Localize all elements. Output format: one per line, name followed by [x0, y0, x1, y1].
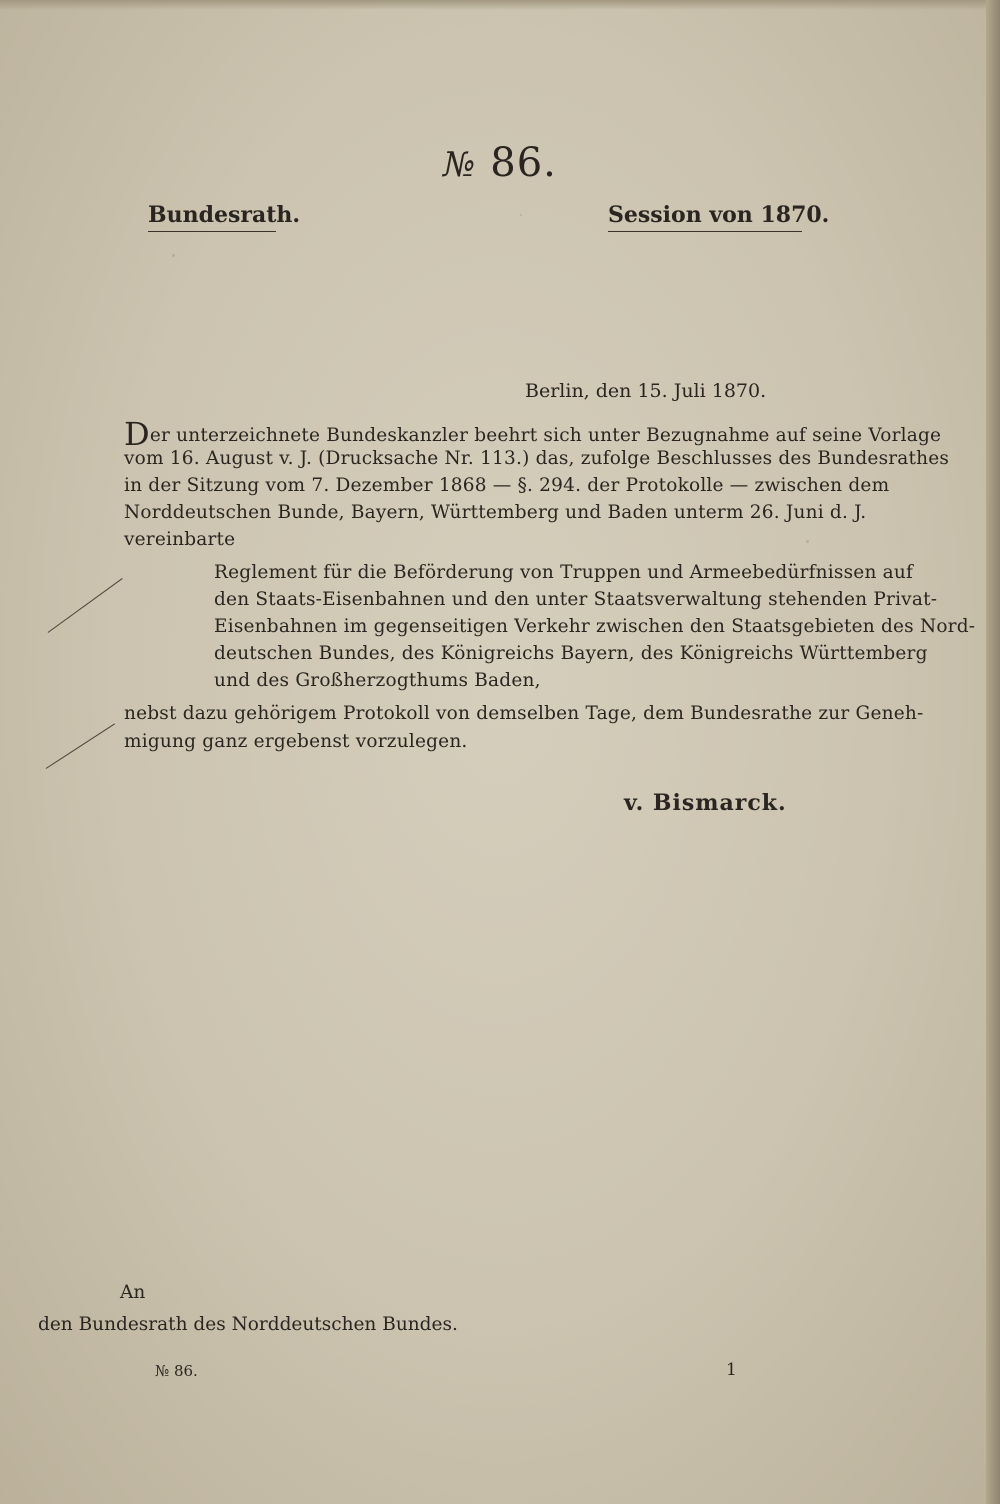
- header-bundesrath: Bundesrath.: [148, 202, 276, 232]
- addressee-line-2: den Bundesrath des Norddeutschen Bundes.: [38, 1314, 458, 1335]
- footer-page-number: 1: [726, 1360, 737, 1380]
- signature: v. Bismarck.: [624, 790, 787, 816]
- body-line-5: vereinbarte: [124, 529, 236, 550]
- closing-line-2: migung ganz ergebenst vorzulegen.: [124, 731, 468, 752]
- quoted-title-line-2: den Staats-Eisenbahnen und den unter Staatsverwaltung stehenden Privat-: [214, 589, 938, 610]
- body-line-2: vom 16. August v. J. (Drucksache Nr. 113.) das, zufolge Beschlusses des Bundesrathes: [124, 448, 950, 469]
- addressee-line-1: An: [120, 1282, 146, 1303]
- header-session: Session von 1870.: [608, 202, 802, 232]
- quoted-title-line-3: Eisenbahnen im gegenseitigen Verkehr zwischen den Staatsgebieten des Nord-: [214, 616, 976, 637]
- body-line-1: [124, 415, 942, 453]
- body-line-3: in der Sitzung vom 7. Dezember 1868 — §. 294. der Protokolle — zwischen dem: [124, 475, 890, 496]
- place-date: Berlin, den 15. Juli 1870.: [525, 380, 767, 402]
- number-sign: №: [443, 145, 477, 185]
- document-number-value: 86.: [490, 140, 557, 186]
- body-line-4: Norddeutschen Bunde, Bayern, Württemberg und Baden unterm 26. Juni d. J.: [124, 502, 867, 523]
- closing-line-1: nebst dazu gehörigem Protokoll von demselben Tage, dem Bundesrathe zur Geneh-: [124, 703, 924, 724]
- quoted-title-line-4: deutschen Bundes, des Königreichs Bayern, des Königreichs Württemberg: [214, 643, 928, 664]
- paper-spot: [172, 254, 175, 257]
- quoted-title-line-1: Reglement für die Beförderung von Truppen und Armeebedürfnissen auf: [214, 562, 914, 583]
- drop-cap: D: [124, 415, 150, 453]
- document-number: [0, 140, 1000, 186]
- footer-document-number: № 86.: [155, 1362, 198, 1380]
- paper-spot: [806, 540, 809, 543]
- paper-right-edge: [986, 0, 1000, 1504]
- body-line-1-text: er unterzeichnete Bundeskanzler beehrt sich unter Bezugnahme auf seine Vorlage: [149, 425, 942, 446]
- paper-top-edge: [0, 0, 1000, 10]
- quoted-title-line-5: und des Großherzogthums Baden,: [214, 670, 541, 691]
- paper-spot: [520, 214, 522, 216]
